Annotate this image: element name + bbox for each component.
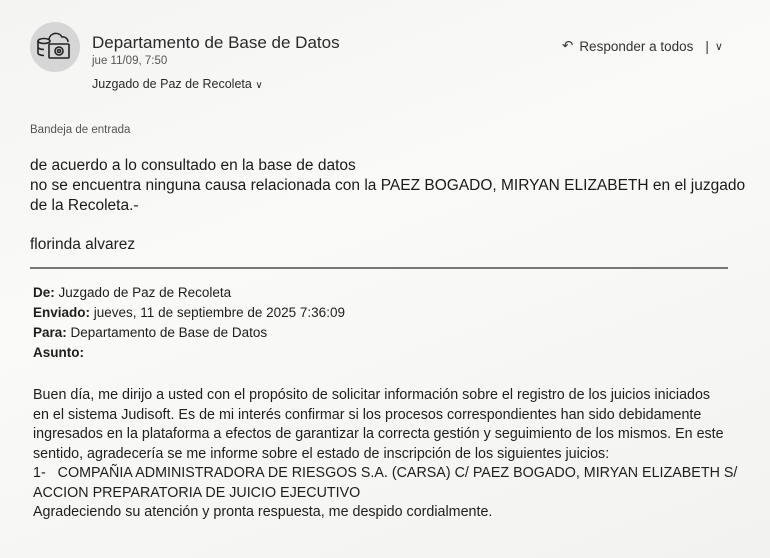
reply-line: de acuerdo a lo consultado en la base de datos <box>30 157 356 174</box>
message-line: ACCION PREPARATORIA DE JUICIO EJECUTIVO <box>33 484 361 501</box>
separator <box>30 267 728 269</box>
reply-body <box>30 156 745 216</box>
reply-all-label: Responder a todos <box>579 38 694 54</box>
message-line: ingresados en la plataforma a efectos de garantizar la correcta gestión y seguimiento de los mismos. En este <box>33 426 724 442</box>
original-message <box>33 386 753 523</box>
reply-line: de la Recoleta.- <box>30 197 139 214</box>
subject-row: Asunto: <box>33 345 84 360</box>
chevron-double-down-icon: ∨ <box>255 80 263 91</box>
message-line: en el sistema Judisoft. Es de mi interés confirmar si los procesos correspondientes han sido debidamente <box>33 406 702 423</box>
received-date: jue 11/09, 7:50 <box>92 55 168 67</box>
message-line: sentido, agradecería se me informe sobre el estado de inscripción de los siguientes juicios: <box>33 445 610 462</box>
recipient-name: Juzgado de Paz de Recoleta <box>92 77 252 91</box>
divider: | <box>705 38 709 54</box>
signature: florinda alvarez <box>30 236 136 253</box>
reply-all-icon: ↶ <box>562 38 574 53</box>
reply-line: no se encuentra ninguna causa relacionada con la PAEZ BOGADO, MIRYAN ELIZABETH en el juzgado <box>30 177 746 194</box>
database-cloud-icon <box>35 27 75 67</box>
sent-row: Enviado: jueves, 11 de septiembre de 2025 7:36:09 <box>33 305 345 320</box>
folder-label: Bandeja de entrada <box>30 124 131 136</box>
message-line: Agradeciendo su atención y pronta respuesta, me despido cordialmente. <box>33 504 493 520</box>
sender-avatar <box>30 22 80 72</box>
to-value: Departamento de Base de Datos <box>70 325 268 340</box>
recipient-toggle[interactable] <box>92 77 263 91</box>
original-headers <box>33 283 345 363</box>
to-row: Para: Departamento de Base de Datos <box>33 325 268 340</box>
from-value: Juzgado de Paz de Recoleta <box>58 285 232 300</box>
sent-value: jueves, 11 de septiembre de 2025 7:36:09 <box>93 305 345 320</box>
message-line: Buen día, me dirijo a usted con el propósito de solicitar información sobre el registro de los juicios iniciados <box>33 387 711 403</box>
chevron-down-icon[interactable]: ∨ <box>714 40 723 53</box>
reply-all-button[interactable] <box>562 38 723 54</box>
message-line: 1- COMPAÑIA ADMINISTRADORA DE RIESGOS S.A. (CARSA) C/ PAEZ BOGADO, MIRYAN ELIZABETH S/ <box>33 465 738 481</box>
sender-name: Departamento de Base de Datos <box>92 33 340 52</box>
from-row: De: Juzgado de Paz de Recoleta <box>33 285 232 300</box>
